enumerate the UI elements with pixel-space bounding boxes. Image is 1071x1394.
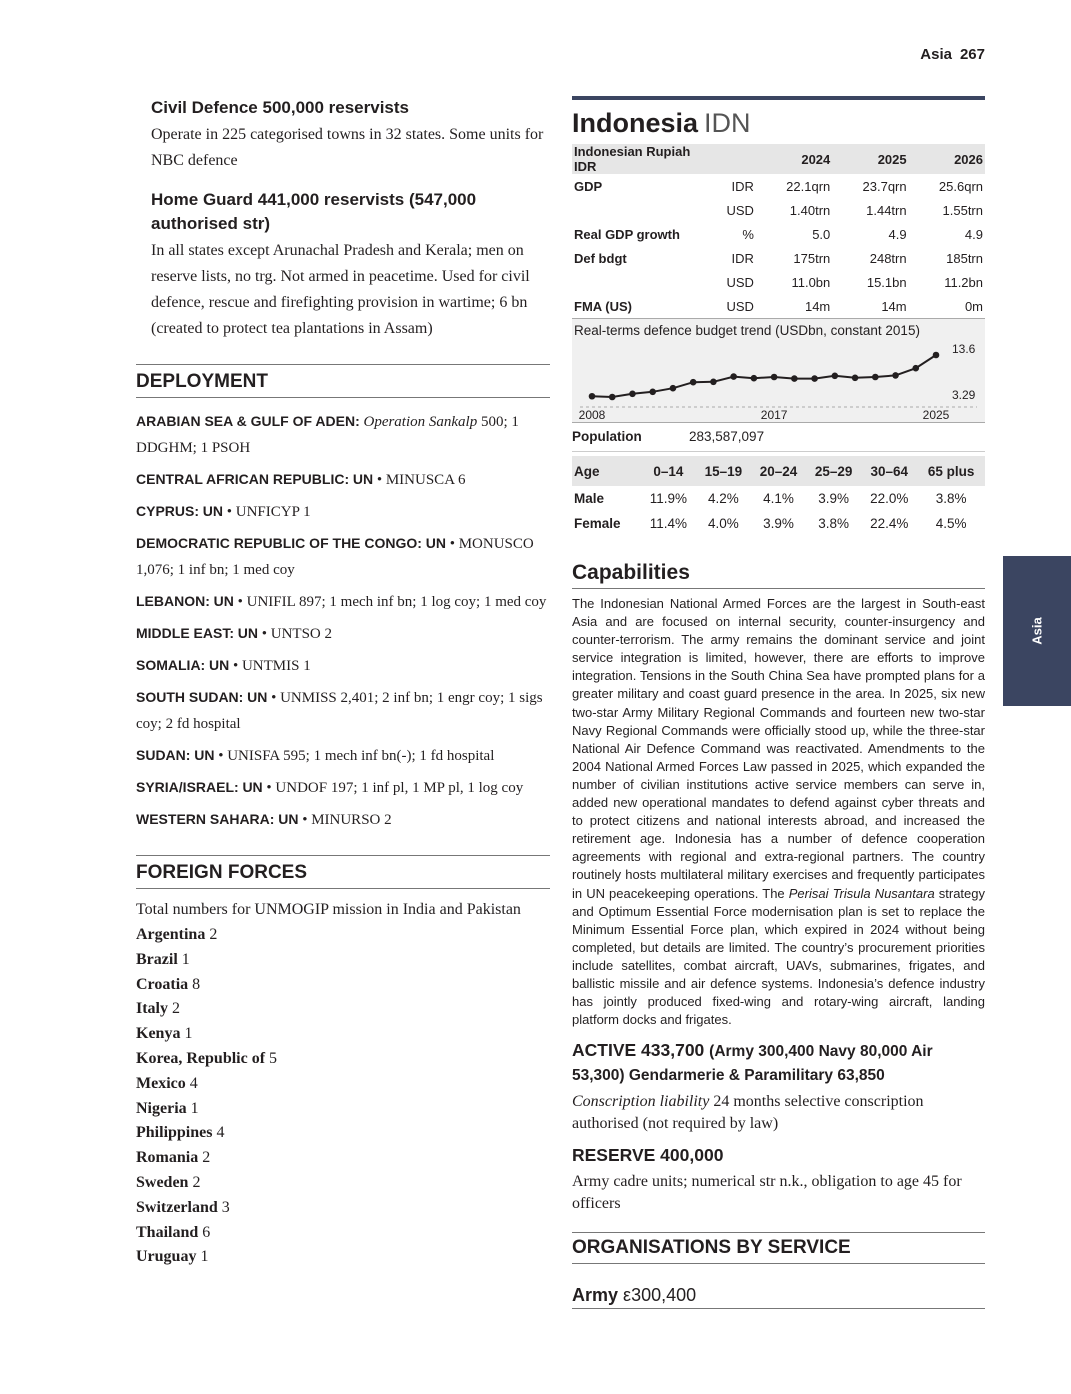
deployment-item [136, 466, 550, 493]
foreign-forces-intro: Total numbers for UNMOGIP mission in India and Pakistan [136, 901, 521, 918]
deployment-item [136, 620, 550, 647]
deployment-organisation: UN [194, 747, 215, 763]
deployment-detail: 500; 1 DDGHM; 1 PSOH [136, 414, 519, 456]
foreign-force-country: Croatia [136, 975, 189, 993]
foreign-force-country: Mexico [136, 1074, 186, 1092]
foreign-force-item [136, 1121, 550, 1146]
foreign-force-count: 1 [190, 1099, 199, 1117]
capabilities-text-part: strategy and Optimum Essential Force modernisation plan is set to replace the Minimum Essential Force plan, which expired in 2024 without being completed, but details are limited. The country’s procurement priorities include satellites, combat aircraft, UAVs, submarines, frigates, and ballistic missile and air defence systems. Indonesia’s defence industry has jointly produced fixed-wing and rotary-wing aircraft, landing platform docks and frigates. [572, 885, 985, 1028]
age-cell: 11.4% [649, 516, 688, 531]
economic-cell: USD [726, 274, 754, 290]
economic-cell: USD [726, 202, 754, 218]
country-code: IDN [704, 108, 751, 138]
chart-point [852, 375, 859, 382]
age-cell: 3.8% [935, 491, 967, 506]
deployment-organisation: UN [202, 503, 223, 519]
chart-value-label-max: 13.6 [952, 342, 976, 356]
deployment-detail: • UNTSO 2 [261, 626, 332, 642]
army-label: Army [572, 1285, 619, 1306]
foreign-force-count: 6 [202, 1223, 211, 1241]
deployment-organisation: UN [247, 689, 268, 705]
foreign-force-country: Romania [136, 1149, 199, 1167]
economic-cell: 14m [804, 298, 831, 314]
foreign-force-item [136, 1171, 550, 1196]
conscription-text [572, 1091, 985, 1134]
deployment-organisation: UN [242, 779, 263, 795]
chart-point [589, 393, 596, 400]
economic-cell: 11.0bn [791, 274, 831, 290]
chart-point [629, 391, 636, 398]
foreign-forces-heading: FOREIGN FORCES [136, 855, 550, 889]
economic-cell: 185trn [946, 250, 983, 266]
foreign-force-item [136, 923, 550, 948]
foreign-force-country: Switzerland [136, 1198, 218, 1216]
age-cell: 4.1% [763, 491, 794, 506]
chart-point [710, 379, 717, 386]
deployment-detail: • UNDOF 197; 1 inf pl, 1 MP pl, 1 log coy [266, 780, 524, 796]
foreign-force-item [136, 1022, 550, 1047]
age-header-cell: 25–29 [806, 456, 861, 486]
deployment-location: WESTERN SAHARA: [136, 811, 275, 827]
economic-cell: 5.0 [812, 226, 831, 242]
deployment-detail: • UNTMIS 1 [232, 658, 311, 674]
army-strength: ε300,400 [623, 1285, 697, 1306]
economic-row [572, 270, 985, 294]
chart-point [791, 375, 798, 382]
side-tab-label: Asia [1029, 617, 1045, 645]
population-value: 283,587,097 [689, 429, 765, 444]
budget-trend-chart [572, 318, 985, 423]
economic-header-cell [706, 144, 756, 174]
running-head-section: Asia [920, 46, 952, 63]
capabilities-heading: Capabilities [572, 558, 985, 589]
active-total: ACTIVE 433,700 [572, 1040, 705, 1061]
deployment-item [136, 530, 550, 583]
economic-cell: FMA (US) [574, 298, 633, 314]
deployment-location: ARABIAN SEA & GULF OF ADEN: [136, 413, 360, 429]
economic-cell: 1.40trn [789, 202, 831, 218]
age-header-cell: Age [572, 456, 641, 486]
civil-defence-heading: Civil Defence 500,000 reservists [151, 98, 410, 117]
chart-point [670, 385, 677, 392]
active-heading [572, 1039, 985, 1087]
active-breakdown: (Army 300,400 Navy 80,000 Air 53,300) Gendarmerie & Paramilitary 63,850 [572, 1043, 933, 1085]
deployment-detail: • UNISFA 595; 1 mech inf bn(-); 1 fd hospital [218, 748, 495, 764]
foreign-force-item [136, 1245, 550, 1270]
foreign-force-item [136, 1072, 550, 1097]
foreign-force-count: 2 [172, 1000, 180, 1018]
economic-cell: Def bdgt [574, 250, 627, 266]
economic-table-header [572, 144, 985, 174]
foreign-force-item [136, 1146, 550, 1171]
economic-cell: 1.44trn [866, 202, 907, 218]
economic-cell [572, 198, 706, 222]
right-column [572, 96, 985, 1309]
economic-cell: IDR [731, 250, 754, 266]
chart-point [892, 372, 899, 379]
economic-cell: 0m [964, 298, 983, 314]
page-number: 267 [959, 46, 985, 63]
economic-cell: 4.9 [964, 226, 983, 242]
capabilities-text-italic: Perisai Trisula Nusantara [788, 885, 935, 901]
age-cell: 3.9% [818, 491, 849, 506]
deployment-location: DEMOCRATIC REPUBLIC OF THE CONGO: [136, 535, 422, 551]
foreign-force-count: 4 [216, 1124, 225, 1142]
foreign-force-count: 1 [184, 1025, 193, 1043]
economic-cell: % [742, 226, 754, 242]
economic-cell [572, 270, 706, 294]
deployment-location: MIDDLE EAST: [136, 625, 234, 641]
chart-point [730, 373, 737, 380]
deployment-item [136, 742, 550, 769]
chart-point [832, 373, 839, 380]
economic-cell: 14m [881, 298, 907, 314]
foreign-force-country: Korea, Republic of [136, 1049, 266, 1067]
deployment-location: LEBANON: [136, 593, 210, 609]
chart-point [690, 379, 697, 386]
economic-row [572, 246, 985, 270]
age-header-cell: 15–19 [696, 456, 751, 486]
age-table [572, 456, 985, 536]
foreign-force-country: Nigeria [136, 1099, 187, 1117]
foreign-force-country: Uruguay [136, 1248, 197, 1266]
chart-point [933, 352, 940, 359]
chart-point [649, 389, 656, 396]
economic-cell: 1.55trn [942, 202, 983, 218]
foreign-force-item [136, 948, 550, 973]
age-cell: 3.9% [763, 516, 794, 531]
deployment-location: SOUTH SUDAN: [136, 689, 244, 705]
deployment-item [136, 588, 550, 615]
economic-table [572, 144, 985, 318]
deployment-item [136, 498, 550, 525]
country-name: Indonesia [572, 108, 699, 138]
economic-header-cell: 2026 [909, 144, 985, 174]
foreign-force-country: Thailand [136, 1223, 199, 1241]
deployment-location: CYPRUS: [136, 503, 200, 519]
economic-cell: 15.1bn [866, 274, 907, 290]
economic-row [572, 198, 985, 222]
economic-cell: GDP [574, 178, 603, 194]
chart-point [912, 365, 919, 372]
age-header-cell: 20–24 [751, 456, 806, 486]
foreign-force-item [136, 997, 550, 1022]
home-guard-heading: Home Guard 441,000 reservists (547,000 authorised str) [151, 190, 477, 233]
foreign-force-country: Argentina [136, 926, 206, 943]
chart-value-label-min: 3.29 [952, 388, 976, 403]
capabilities-text [572, 595, 985, 1029]
foreign-force-count: 8 [192, 975, 201, 993]
deployment-detail: • MONUSCO 1,076; 1 inf bn; 1 med coy [136, 536, 534, 578]
chart-point [872, 374, 879, 381]
foreign-force-item [136, 973, 550, 998]
chart-point [771, 374, 778, 381]
economic-row [572, 174, 985, 198]
age-cell: 11.9% [649, 491, 688, 506]
age-header-cell: 0–14 [641, 456, 696, 486]
country-title [572, 96, 985, 140]
foreign-force-count: 2 [192, 1173, 201, 1191]
age-row [572, 486, 985, 511]
age-cell: 4.0% [707, 516, 739, 531]
foreign-forces-list [136, 923, 550, 1270]
age-table-header [572, 456, 985, 486]
deployment-heading: DEPLOYMENT [136, 364, 550, 398]
economic-cell: 22.1qrn [786, 178, 831, 194]
deployment-organisation: UN [213, 593, 234, 609]
deployment-location: SOMALIA: [136, 657, 206, 673]
economic-row [572, 294, 985, 318]
reserve-heading: RESERVE 400,000 [572, 1145, 724, 1166]
age-header-cell: 65 plus [917, 456, 985, 486]
chart-series-line [592, 355, 936, 397]
deployment-organisation: UN [352, 471, 374, 487]
foreign-force-item [136, 1097, 550, 1122]
age-cell: 4.2% [707, 491, 739, 506]
left-column [136, 96, 550, 1270]
chart-title: Real-terms defence budget trend (USDbn, constant 2015) [574, 323, 920, 338]
economic-cell: 23.7qrn [862, 178, 907, 194]
population-row [572, 423, 985, 452]
organisations-heading: ORGANISATIONS BY SERVICE [572, 1232, 985, 1264]
deployment-detail: • UNMISS 2,401; 2 inf bn; 1 engr coy; 1 sigs coy; 2 fd hospital [136, 690, 543, 732]
conscription-label: Conscription liability [572, 1093, 710, 1111]
age-cell: 3.8% [818, 516, 849, 531]
army-heading [572, 1282, 985, 1309]
foreign-force-count: 2 [209, 926, 218, 943]
deployment-item [136, 652, 550, 679]
foreign-force-country: Philippines [136, 1124, 213, 1142]
deployment-organisation: UN [208, 657, 230, 673]
economic-cell: USD [726, 298, 754, 314]
foreign-force-country: Kenya [136, 1025, 181, 1043]
chart-point [609, 394, 616, 401]
chart-x-tick-label: 2008 [578, 408, 606, 422]
reserve-text: Army cadre units; numerical str n.k., obligation to age 45 for officers [572, 1173, 962, 1212]
economic-cell: 11.2bn [944, 274, 983, 290]
deployment-operation: Operation Sankalp [363, 414, 478, 430]
deployment-item [136, 806, 550, 833]
deployment-detail: • MINURSO 2 [302, 812, 392, 828]
foreign-force-country: Sweden [136, 1173, 189, 1191]
foreign-force-item [136, 1221, 550, 1246]
economic-cell: 25.6qrn [938, 178, 983, 194]
deployment-organisation: UN [278, 811, 299, 827]
age-header-cell: 30–64 [861, 456, 917, 486]
age-cell: Male [574, 491, 605, 506]
foreign-force-count: 4 [189, 1074, 198, 1092]
capabilities-text-part: The Indonesian National Armed Forces are the largest in South-east Asia and are focused on internal security, counter-insurgency and counter-terrorism. The army remains the dominant service and joint service integration is limited, however, there are efforts to improve integration. Tensions in the South China Sea have prompted plans for a greater military and coast guard presence in the area. In 2025, six new two-star Army Military Regional Commands and fourteen new two-star Navy Regional Commands were officially stood up, while the three-star National Air Defence Command was reactivated. Amendments to the 2004 National Armed Forces Law passed in 2025, which expanded the number of civilian institutions active service members can serve in, added new operational mandates to defend against cyber threats and to protect citizens and national interests abroad, and increased the retirement age. Indonesia has a number of defence cooperation agreements with regional and extra-regional partners. The country routinely hosts multilateral military exercises and frequently participates in UN peacekeeping operations. The [572, 596, 985, 901]
civil-defence-text: Operate in 225 categorised towns in 32 states. Some units for NBC defence [151, 126, 544, 169]
chart-point [811, 375, 818, 382]
deployment-item [136, 684, 550, 737]
age-cell: 4.5% [935, 516, 967, 531]
deployment-location: SUDAN: [136, 747, 191, 763]
deployment-detail: • MINUSCA 6 [376, 472, 466, 488]
foreign-force-count: 5 [269, 1049, 278, 1067]
economic-cell: Real GDP growth [574, 226, 680, 242]
foreign-force-item [136, 1196, 550, 1221]
section-side-tab [1003, 556, 1071, 706]
economic-header-cell: 2025 [832, 144, 908, 174]
economic-cell: 4.9 [888, 226, 907, 242]
age-row [572, 511, 985, 536]
economic-row [572, 222, 985, 246]
budget-trend-svg [572, 319, 985, 422]
conscription-detail: 24 months selective conscription authorised (not required by law) [572, 1093, 924, 1132]
foreign-force-country: Brazil [136, 950, 178, 968]
deployment-detail: • UNFICYP 1 [226, 504, 311, 520]
deployment-item [136, 408, 550, 461]
deployment-organisation: UN [237, 625, 258, 641]
foreign-force-country: Italy [136, 1000, 168, 1018]
chart-x-tick-label: 2017 [760, 408, 788, 422]
age-cell: 22.0% [870, 491, 909, 506]
population-label: Population [572, 429, 642, 444]
economic-header-cell: Indonesian Rupiah IDR [572, 144, 706, 174]
foreign-force-count: 3 [221, 1198, 230, 1216]
deployment-detail: • UNIFIL 897; 1 mech inf bn; 1 log coy; 1 med coy [237, 594, 547, 610]
economic-cell: IDR [731, 178, 754, 194]
deployment-location: CENTRAL AFRICAN REPUBLIC: [136, 471, 350, 487]
home-guard-text: In all states except Arunachal Pradesh and Kerala; men on reserve lists, no trg. Not armed in peacetime. Used for civil defence, rescue and firefighting provision in wartime; 6 bn (created to protect tea plantations in Assam) [151, 242, 530, 337]
deployment-organisation: UN [425, 535, 446, 551]
foreign-force-count: 1 [200, 1248, 209, 1266]
age-cell: Female [574, 516, 621, 531]
running-head [920, 46, 985, 63]
economic-header-cell: 2024 [756, 144, 832, 174]
economic-cell: 175trn [793, 250, 831, 266]
deployment-location: SYRIA/ISRAEL: [136, 779, 239, 795]
deployment-item [136, 774, 550, 801]
foreign-force-count: 1 [181, 950, 190, 968]
chart-x-tick-label: 2025 [922, 408, 950, 422]
foreign-force-count: 2 [202, 1149, 211, 1167]
deployment-list [136, 408, 550, 833]
economic-cell: 248trn [869, 250, 907, 266]
chart-point [751, 375, 758, 382]
foreign-force-item [136, 1047, 550, 1072]
age-cell: 22.4% [870, 516, 909, 531]
